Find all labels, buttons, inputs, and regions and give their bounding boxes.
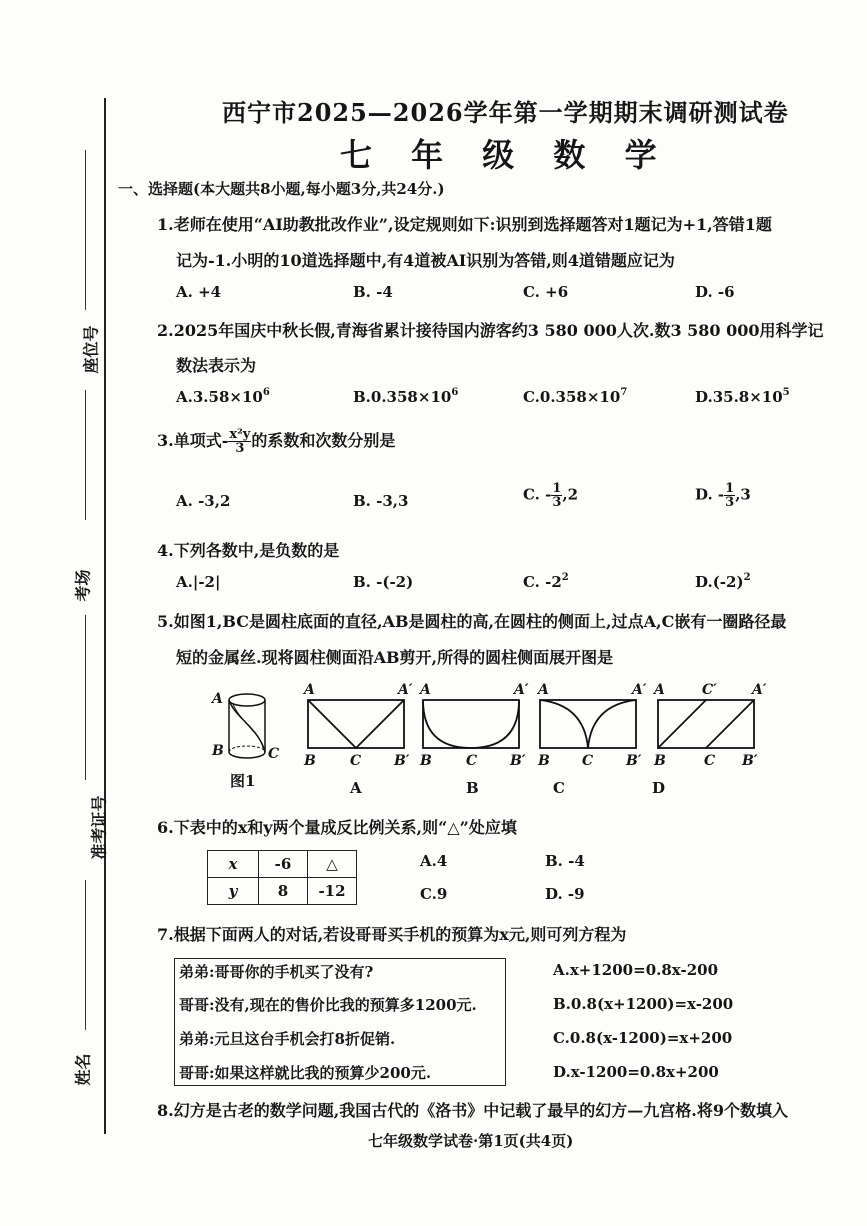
q2-line1: 2.2025年国庆中秋长假,青海省累计接待国内游客约3 580 000人次.数3 580 000用科学记	[157, 321, 824, 340]
q2-option-c: $C.0.358\times 10^7$	[523, 387, 628, 406]
table-row: x -6 △	[208, 851, 357, 878]
q2-option-b: $B.0.358\times 10^6$	[353, 387, 459, 406]
figD-a: A	[654, 682, 665, 698]
q7-line1: 7.根据下面两人的对话,若设哥哥买手机的预算为x元,则可列方程为	[157, 925, 627, 944]
q1-option-b: B. -4	[353, 283, 393, 301]
q3-option-d: D. - $\frac{1}{3}$ ,3	[695, 481, 751, 510]
figA-b: B	[304, 753, 316, 769]
q6-option-a: A.4	[420, 852, 448, 870]
q7-dialog-line-4: 哥哥:如果这样就比我的预算少200元.	[179, 1064, 432, 1082]
q5-figures	[300, 695, 770, 755]
q3-option-a: A. -3,2	[176, 492, 231, 510]
q6-option-d: D. -9	[545, 885, 585, 903]
figA-a2: A′	[398, 682, 413, 698]
q5-option-b-label: B	[466, 779, 479, 797]
q6-option-b: B. -4	[545, 852, 585, 870]
figB-c: C	[466, 753, 478, 769]
q4-option-b: B. -(-2)	[353, 573, 414, 591]
fig1-point-a: A	[212, 691, 223, 707]
figC-b2: B′	[626, 753, 642, 769]
figB-b: B	[420, 753, 432, 769]
q7-option-a: A.x+1200=0.8x-200	[553, 961, 718, 979]
figB-a: A	[420, 682, 431, 698]
seat-underline	[85, 150, 86, 310]
q5-option-d-label: D	[652, 779, 666, 797]
room-label: 考场	[73, 569, 93, 602]
q6-line1: 6.下表中的x和y两个量成反比例关系,则“△”处应填	[157, 818, 517, 837]
q6-option-c: C.9	[420, 885, 448, 903]
exam-title: 西宁市2025—2026学年第一学期期末调研测试卷	[222, 98, 789, 127]
q4-option-c: C. $-2^2$	[523, 572, 569, 591]
q5-line1: 5.如图1,BC是圆柱底面的直径,AB是圆柱的高,在圆柱的侧面上,过点A,C嵌有一圈路径最	[157, 612, 787, 631]
figC-a: A	[538, 682, 549, 698]
q4-line1: 4.下列各数中,是负数的是	[157, 541, 340, 560]
figD-b: B	[654, 753, 666, 769]
q5-line2: 短的金属丝.现将圆柱侧面沿AB剪开,所得的圆柱侧面展开图是	[176, 648, 614, 667]
page-footer: 七年级数学试卷·第1页(共4页)	[368, 1132, 574, 1150]
binding-line	[104, 98, 106, 1134]
q7-dialog-line-3: 弟弟:元旦这台手机会打8折促销.	[179, 1030, 396, 1048]
figA-b2: B′	[394, 753, 410, 769]
q3-option-b: B. -3,3	[353, 492, 409, 510]
room-underline	[85, 615, 86, 780]
q7-dialog-line-2: 哥哥:没有,现在的售价比我的预算多1200元.	[179, 996, 477, 1014]
figD-c: C	[704, 753, 716, 769]
exam-id-label: 准考证号	[89, 795, 109, 860]
q7-option-b: B.0.8(x+1200)=x-200	[553, 995, 734, 1013]
q7-dialog-line-1: 弟弟:哥哥你的手机买了没有?	[179, 963, 374, 981]
q3-option-c: C. - $\frac{1}{3}$ ,2	[523, 481, 579, 510]
q1-line2: 记为-1.小明的10道选择题中,有4道被AI识别为答错,则4道错题应记为	[176, 251, 675, 270]
figD-c2: C′	[702, 682, 717, 698]
q4-option-d: $D.(-2)^2$	[695, 572, 751, 591]
table-row: y 8 -12	[208, 878, 357, 905]
q8-line1: 8.幻方是古老的数学问题,我国古代的《洛书》中记载了最早的幻方—九宫格.将9个数填入	[157, 1101, 788, 1120]
q2-line2: 数法表示为	[176, 356, 257, 375]
subject-title: 七 年 级 数 学	[340, 136, 671, 174]
q1-option-d: D. -6	[695, 283, 735, 301]
q7-option-c: C.0.8(x-1200)=x+200	[553, 1029, 733, 1047]
q2-option-d: $D.35.8\times 10^5$	[695, 387, 790, 406]
seat-label: 座位号	[81, 325, 101, 374]
q7-option-d: D.x-1200=0.8x+200	[553, 1063, 719, 1081]
q1-line1: 1.老师在使用“AI助教批改作业”,设定规则如下:识别到选择题答对1题记为+1,答错1题	[157, 215, 772, 234]
q6-table	[207, 850, 357, 905]
section-heading: 一、选择题(本大题共8小题,每小题3分,共24分.)	[118, 180, 445, 198]
figA-c: C	[350, 753, 362, 769]
q4-option-a: A.|-2|	[176, 573, 221, 591]
q5-option-a-label: A	[350, 779, 362, 797]
q1-option-c: C. +6	[523, 283, 569, 301]
figC-b: B	[538, 753, 550, 769]
figD-b2: B′	[742, 753, 758, 769]
q5-option-c-label: C	[553, 779, 565, 797]
figA-a: A	[304, 682, 315, 698]
fig1-point-b: B	[212, 743, 224, 759]
figC-c: C	[582, 753, 594, 769]
q1-option-a: A. +4	[176, 283, 222, 301]
q3-fraction: $\frac{\text{x²y}}{3}$	[229, 427, 251, 456]
seat-underline-2	[85, 390, 86, 520]
figC-a2: A′	[632, 682, 647, 698]
figB-b2: B′	[510, 753, 526, 769]
q2-option-a: $A.3.58\times 10^6$	[176, 387, 270, 406]
name-label: 姓名	[73, 1053, 93, 1086]
q3-stem: 3.单项式- $\frac{\text{x²y}}{3}$ 的系数和次数分别是	[157, 427, 396, 456]
figD-a2: A′	[752, 682, 767, 698]
fig1-point-c: C	[268, 746, 280, 762]
fig1-caption: 图1	[230, 772, 256, 790]
figB-a2: A′	[514, 682, 529, 698]
exam-id-underline	[85, 880, 86, 1030]
